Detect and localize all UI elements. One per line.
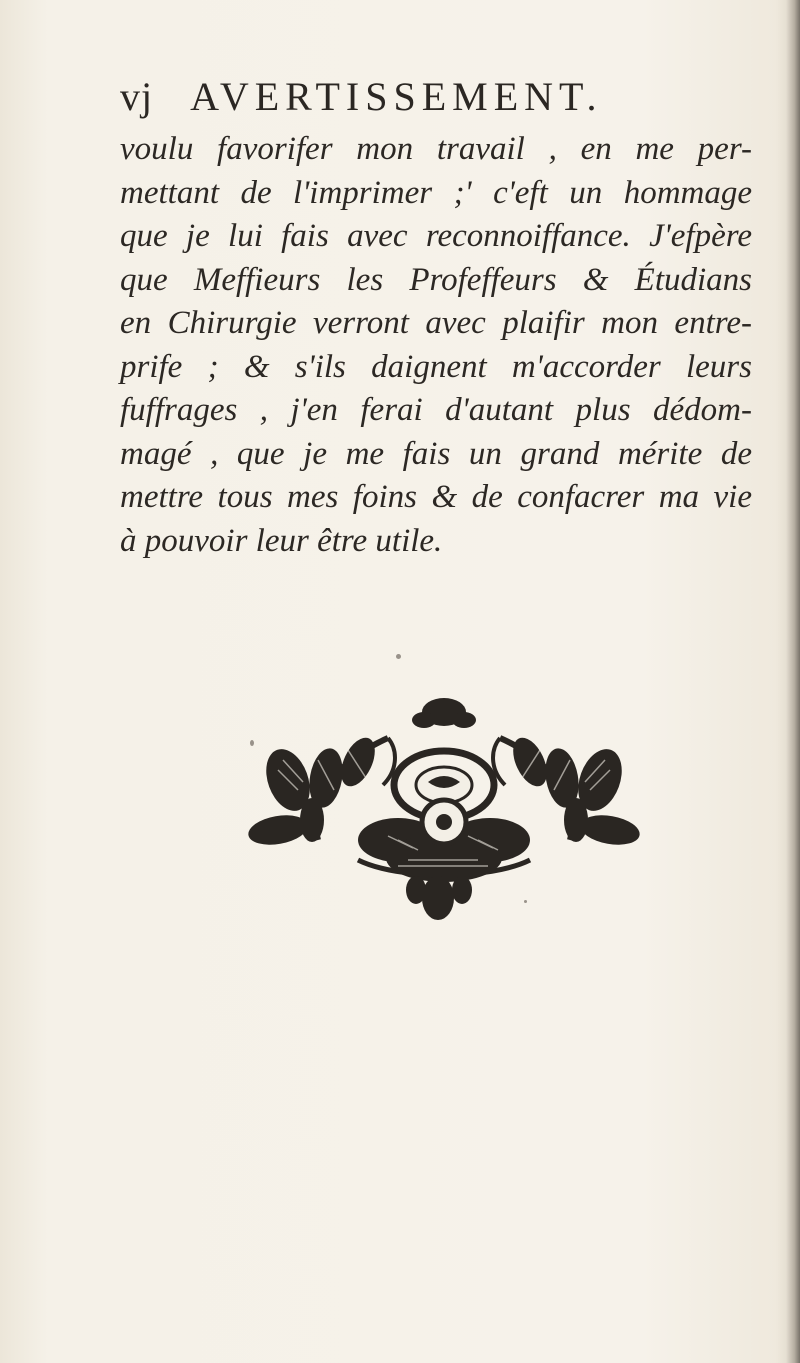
page-header [120,72,740,122]
page-binding-shadow [786,0,800,1363]
text-line: que Meffieurs les Profeffeurs & Étudians [120,261,752,298]
text-line: que je lui fais avec reconnoiffance. J'efpère [120,218,752,254]
ink-speck [524,900,527,903]
text-line: en Chirurgie verront avec plaifir mon entre- [120,305,752,341]
floral-wreath-ornament-icon [248,690,640,922]
ink-speck [396,654,401,659]
text-line: prife ; & s'ils daignent m'accorder leurs [120,348,752,385]
text-line: à pouvoir leur être utile. [120,522,443,559]
text-line: fuffrages , j'en ferai d'autant plus dédom- [120,392,752,428]
text-line: mettre tous mes foins & de confacrer ma vie [120,479,752,515]
page-number: vj [120,74,154,119]
body-paragraph [120,128,752,563]
ink-speck [250,740,254,746]
text-line: mettant de l'imprimer ;' c'eft un hommage [120,174,752,211]
running-head: AVERTISSEMENT. [190,74,603,119]
text-line: magé , que je me fais un grand mérite de [120,435,752,472]
text-line: voulu favorifer mon travail , en me per- [120,131,752,167]
